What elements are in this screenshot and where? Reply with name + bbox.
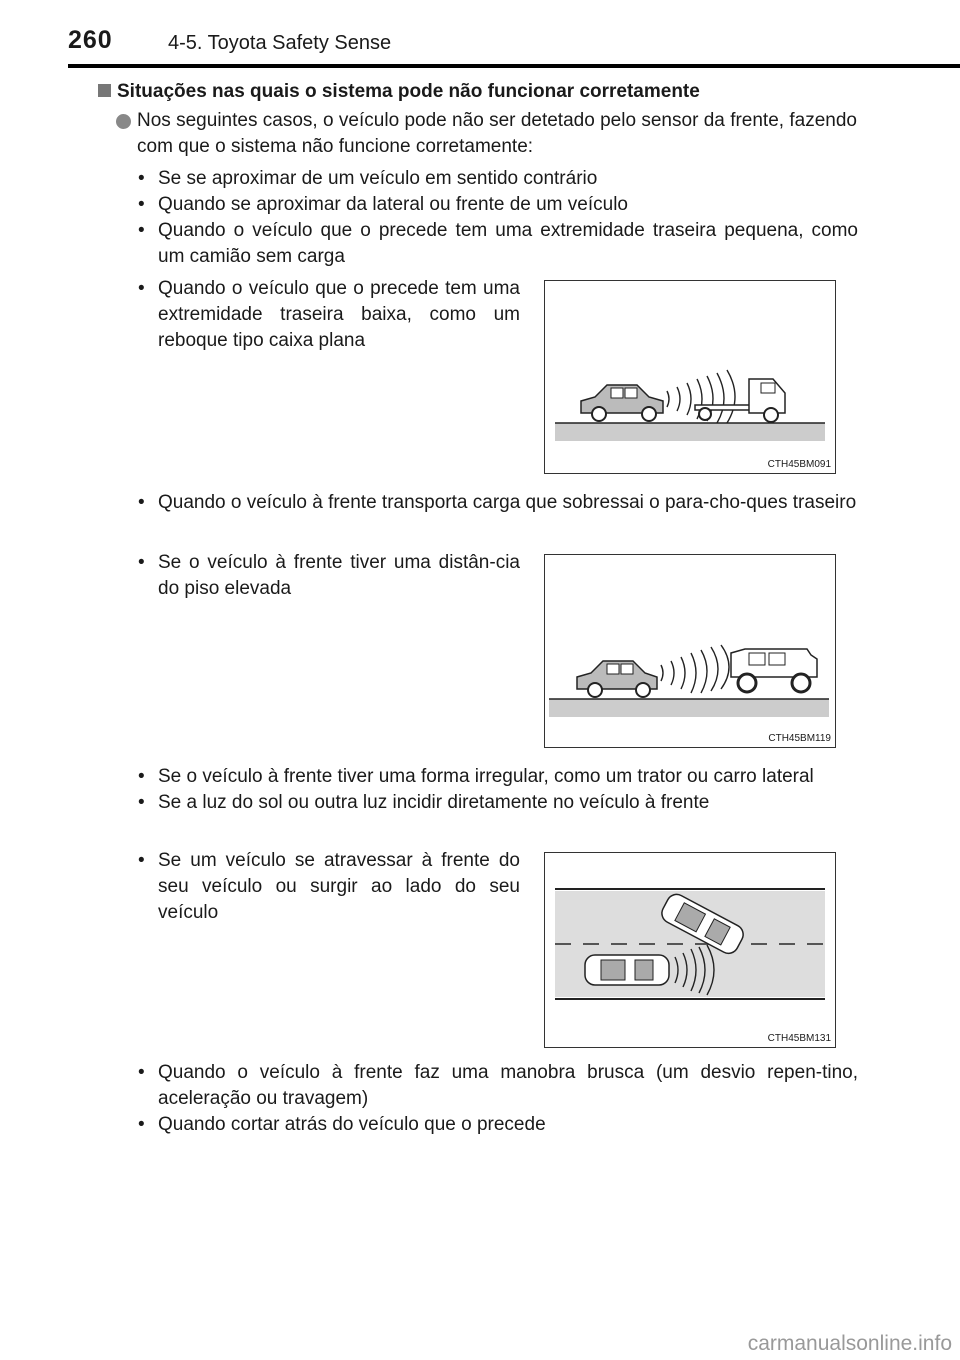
flatbed-illustration	[545, 281, 835, 473]
list-item: • Quando o veículo que o precede tem uma extremidade traseira pequena, como um camião sem carga	[138, 218, 858, 270]
circle-bullet-icon	[116, 114, 131, 129]
list-item: • Se o veículo à frente tiver uma distân-cia do piso elevada	[138, 550, 520, 602]
high-clearance-illustration	[545, 555, 835, 747]
cut-in-illustration	[545, 853, 835, 1047]
heading-text: Situações nas quais o sistema pode não funcionar corretamente	[117, 81, 700, 102]
header-rule	[68, 64, 960, 68]
list-item: • Se se aproximar de um veículo em sentido contrário	[138, 166, 858, 192]
bullet-list-fig3	[138, 848, 520, 926]
watermark: carmanualsonline.info	[747, 1332, 952, 1355]
list-item: • Se a luz do sol ou outra luz incidir diretamente no veículo à frente	[138, 790, 858, 816]
list-item: • Quando o veículo que o precede tem uma extremidade traseira baixa, como um reboque tipo caixa plana	[138, 276, 520, 354]
list-item: • Quando se aproximar da lateral ou frente de um veículo	[138, 192, 858, 218]
list-item: • Se um veículo se atravessar à frente do seu veículo ou surgir ao lado do seu veículo	[138, 848, 520, 926]
figure-code: CTH45BM119	[768, 733, 831, 744]
bullet-list-a	[138, 166, 858, 270]
bullet-list-fig1	[138, 276, 520, 354]
figure-cut-in	[544, 852, 836, 1048]
figure-flatbed-trailer	[544, 280, 836, 474]
list-item: • Quando cortar atrás do veículo que o precede	[138, 1112, 858, 1138]
bullet-list-b	[138, 490, 858, 516]
bullet-list-d	[138, 1060, 858, 1138]
figure-code: CTH45BM131	[767, 1033, 831, 1044]
list-item: • Se o veículo à frente tiver uma forma irregular, como um trator ou carro lateral	[138, 764, 858, 790]
figure-high-clearance	[544, 554, 836, 748]
list-item: • Quando o veículo à frente transporta carga que sobressai o para-cho-ques traseiro	[138, 490, 858, 516]
figure-code: CTH45BM091	[767, 459, 831, 470]
section-heading	[98, 80, 878, 104]
bullet-list-fig2	[138, 550, 520, 602]
list-item: • Quando o veículo à frente faz uma manobra brusca (um desvio repen-tino, aceleração ou travagem)	[138, 1060, 858, 1112]
section-header: 4-5. Toyota Safety Sense	[168, 32, 392, 54]
intro-paragraph: Nos seguintes casos, o veículo pode não ser detetado pelo sensor da frente, fazendo com que o sistema não funcione corretamente:	[137, 110, 857, 157]
page-number: 260	[68, 26, 113, 54]
square-bullet-icon	[98, 84, 111, 97]
bullet-list-c	[138, 764, 858, 816]
